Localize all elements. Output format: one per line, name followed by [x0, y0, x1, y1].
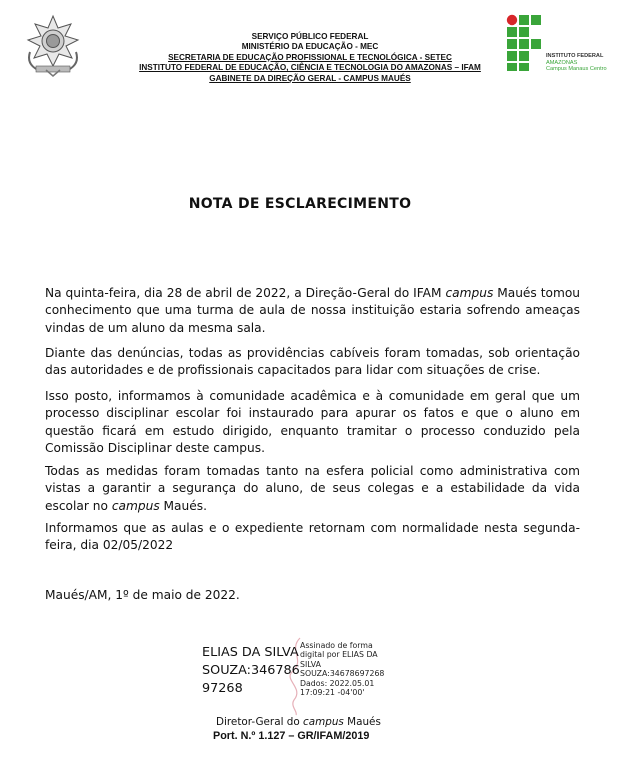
signature-info-line-5: Dados: 2022.05.01: [300, 678, 375, 688]
signature-info-line-6: 17:09:21 -04'00': [300, 688, 365, 698]
paragraph-2: [45, 345, 580, 380]
ifam-grid-icon: [506, 14, 542, 72]
signature-info-line-2: digital por ELIAS DA: [300, 650, 378, 660]
document-header: [110, 32, 510, 84]
ifam-logo: [506, 14, 616, 74]
ifam-logo-line-3: Campus Manaus Centro: [546, 66, 607, 73]
signer-role: [216, 716, 381, 728]
signature-info-line-3: SILVA: [300, 659, 321, 669]
page-title: NOTA DE ESCLARECIMENTO: [188, 196, 412, 212]
ifam-logo-line-2: AMAZONAS: [546, 59, 578, 66]
brasao-emblem: [22, 12, 84, 78]
digital-signature-info: [300, 641, 410, 697]
ifam-logo-text: [546, 53, 607, 73]
paragraph-5-text: Informamos que as aulas e o expediente retornam com normalidade nesta segunda-feira, dia 02/05/2022: [45, 521, 580, 553]
paragraph-5: [45, 520, 580, 555]
paragraph-1-part-a: Na quinta-feira, dia 28 de abril de 2022, a Direção-Geral do IFAM: [45, 286, 446, 300]
signer-name: ELIAS DA SILVA SOUZA:34678697268: [202, 645, 300, 696]
paragraph-2-text: Diante das denúncias, todas as providências cabíveis foram tomadas, sob orientação das autoridades e de profissionais capacitados para lidar com situações de crise.: [45, 346, 580, 378]
signer-role-part-b: Maués: [343, 716, 381, 728]
paragraph-4-emphasis: campus: [111, 498, 160, 513]
header-line-3: SECRETARIA DE EDUCAÇÃO PROFISSIONAL E TECNOLÓGICA - SETEC: [168, 52, 452, 62]
paragraph-3: [45, 388, 580, 458]
paragraph-1-part-b: Maués tomou conhecimento que uma turma de aula de nossa instituição estaria sofrendo ameaças vindas de um aluno da mesma sala.: [45, 286, 580, 335]
signature-info-line-4: SOUZA:34678697268: [300, 669, 385, 679]
header-line-1: SERVIÇO PÚBLICO FEDERAL: [251, 32, 369, 41]
paragraph-4-part-a: Todas as medidas foram tomadas tanto na esfera policial como administrativa com vistas a garantir a segurança do aluno, de seus colegas e a estabilidade da vida escolar no: [45, 464, 580, 513]
paragraph-1-emphasis: campus: [445, 286, 494, 300]
paragraph-4-part-b: Maués.: [159, 498, 207, 513]
header-line-4: INSTITUTO FEDERAL DE EDUCAÇÃO, CIÊNCIA E TECNOLOGIA DO AMAZONAS – IFAM: [139, 63, 481, 73]
header-line-2: MINISTÉRIO DA EDUCAÇÃO - MEC: [241, 42, 379, 52]
paragraph-1: [45, 285, 580, 337]
ifam-logo-line-1: INSTITUTO FEDERAL: [546, 53, 604, 59]
paragraph-4: [45, 463, 580, 515]
signer-role-part-a: Diretor-Geral do: [216, 716, 304, 728]
date-line: Maués/AM, 1º de maio de 2022.: [45, 588, 240, 602]
header-line-5: GABINETE DA DIREÇÃO GERAL - CAMPUS MAUÉS: [209, 73, 411, 83]
portaria: Port. N.º 1.127 – GR/IFAM/2019: [213, 730, 370, 742]
signature-info-line-1: Assinado de forma: [300, 641, 373, 650]
paragraph-3-text: Isso posto, informamos à comunidade acadêmica e à comunidade em geral que um processo disciplinar escolar foi instaurado para apurar os fatos e que o aluno em questão ficará em estudo dirigido, enquanto tramitar o processo conduzido pela Comissão Disciplinar deste campus.: [45, 389, 580, 456]
signer-role-emphasis: campus: [303, 716, 344, 728]
